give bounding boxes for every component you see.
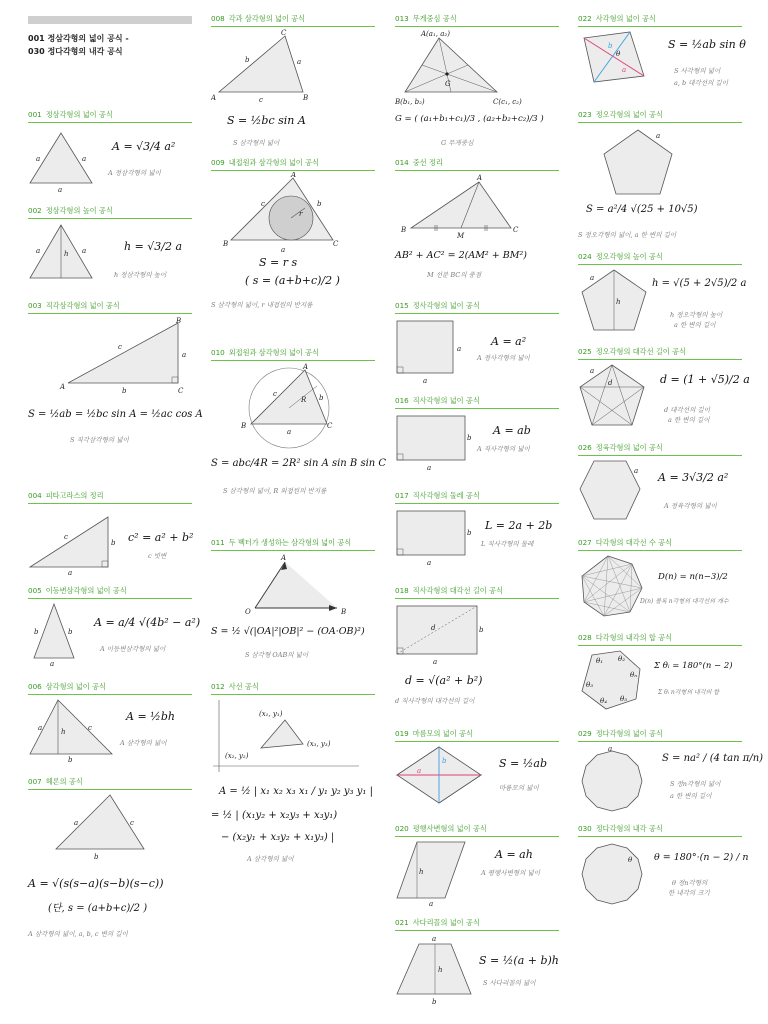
section-006	[28, 682, 192, 772]
equilateral-triangle-figure	[28, 128, 98, 192]
triangle-height-figure	[28, 696, 118, 762]
section-title: 정오각형의 높이 공식	[595, 252, 663, 261]
section-title: 사선 공식	[228, 682, 259, 691]
page-title-line1: 001 정삼각형의 넓이 공식 -	[28, 34, 129, 43]
caption-2: a 한 변의 길이	[670, 792, 712, 800]
section-title: 정오각형의 대각선 길이 공식	[595, 347, 686, 356]
svg-text:a: a	[457, 345, 462, 353]
section-title: 정다각형의 내각 공식	[595, 824, 663, 833]
formula: S = abc/4R = 2R² sin A sin B sin C	[211, 458, 387, 469]
section-title: 헤론의 공식	[45, 777, 83, 786]
svg-text:θ: θ	[628, 856, 633, 864]
caption: S 정오각형의 넓이, a 한 변의 길이	[578, 231, 677, 239]
svg-text:a: a	[417, 767, 422, 775]
caption: S 삼각형 OAB의 넓이	[245, 651, 309, 659]
svg-text:c: c	[64, 533, 68, 541]
section-020	[395, 824, 559, 914]
section-number: 016	[395, 396, 409, 405]
formula: Σ θᵢ = 180°(n − 2)	[654, 661, 733, 671]
svg-text:R: R	[301, 396, 307, 404]
section-number: 030	[578, 824, 592, 833]
caption: A 정삼각형의 넓이	[108, 169, 161, 177]
section-007	[28, 777, 192, 947]
section-013	[395, 14, 559, 154]
caption-2: a 한 변의 길이	[668, 416, 710, 424]
svg-text:a: a	[429, 900, 434, 906]
median-theorem-figure	[401, 172, 531, 238]
svg-text:a: a	[423, 377, 428, 383]
section-title: 중선 정리	[412, 158, 443, 167]
caption: S 삼각형의 넓이, R 외접원의 반지름	[223, 487, 327, 495]
formula: d = √(a² + b²)	[405, 674, 483, 687]
section-title: 삼각형의 넓이 공식	[45, 682, 106, 691]
svg-text:h: h	[616, 298, 621, 306]
section-017	[395, 491, 559, 581]
svg-text:d: d	[608, 379, 613, 387]
section-number: 018	[395, 586, 409, 595]
svg-text:r: r	[299, 210, 303, 218]
section-title: 직사각형의 대각선 길이 공식	[412, 586, 503, 595]
section-title: 다각형의 대각선 수 공식	[595, 538, 673, 547]
interior-angles-figure	[578, 647, 650, 713]
caption: A 삼각형의 넓이, a, b, c 변의 길이	[28, 930, 128, 938]
formula: A = ½ | x₁ x₂ x₃ x₁ / y₁ y₂ y₃ y₁ |	[219, 786, 373, 797]
caption: 마름모의 넓이	[499, 784, 539, 792]
caption: A 평행사변형의 넓이	[481, 869, 541, 877]
svg-text:b: b	[68, 756, 73, 762]
section-024	[578, 252, 747, 342]
caption: d 대각선의 길이	[664, 406, 710, 414]
formula: A = ab	[493, 424, 531, 437]
caption: A 정사각형의 넓이	[477, 354, 530, 362]
section-title: 각과 삼각형의 넓이 공식	[228, 14, 306, 23]
header-bar	[28, 16, 192, 24]
caption: A 삼각형의 넓이	[247, 855, 294, 863]
section-001	[28, 110, 192, 200]
svg-text:c: c	[88, 724, 92, 732]
svg-text:a: a	[36, 247, 41, 255]
section-title: 정육각형의 넓이 공식	[595, 443, 663, 452]
svg-text:a: a	[36, 155, 41, 163]
section-002	[28, 206, 192, 296]
section-number: 022	[578, 14, 592, 23]
svg-text:B: B	[241, 422, 247, 430]
svg-text:c: c	[261, 200, 265, 208]
svg-text:a: a	[287, 428, 292, 436]
formula-line2: = ½ | (x₁y₂ + x₂y₃ + x₃y₁)	[211, 810, 338, 821]
formula: S = ½ab	[499, 757, 548, 770]
section-title: 피타고라스의 정리	[45, 491, 104, 500]
quadrilateral-figure	[578, 28, 658, 88]
caption-2: a 한 변의 길이	[674, 321, 716, 329]
section-014	[395, 158, 559, 288]
caption: A 삼각형의 넓이	[120, 739, 167, 747]
svg-text:A: A	[211, 94, 217, 102]
svg-text:b: b	[608, 42, 613, 50]
formula: A = a/4 √(4b² − a²)	[94, 616, 201, 629]
svg-text:C: C	[178, 387, 184, 395]
svg-text:a: a	[622, 66, 627, 74]
section-number: 027	[578, 538, 592, 547]
caption-2: 한 내각의 크기	[668, 889, 710, 897]
svg-text:h: h	[438, 966, 443, 974]
svg-text:a: a	[590, 274, 595, 282]
svg-text:b: b	[432, 998, 437, 1006]
svg-text:A: A	[303, 363, 309, 371]
hexagon-figure	[578, 457, 648, 527]
formula: S = a²/4 √(25 + 10√5)	[586, 204, 698, 215]
section-title: 외접원과 삼각형의 넓이 공식	[228, 348, 319, 357]
section-title: 직사각형의 둘레 공식	[412, 491, 480, 500]
regular-polygon-area-figure	[578, 743, 648, 813]
svg-text:b: b	[467, 434, 472, 442]
formula: A = a²	[491, 335, 527, 348]
svg-text:d: d	[431, 624, 436, 632]
section-number: 028	[578, 633, 592, 642]
section-number: 004	[28, 491, 42, 500]
square-figure	[395, 317, 471, 383]
svg-text:b: b	[245, 56, 250, 64]
svg-text:b: b	[111, 539, 116, 547]
formula: S = ½ab = ½bc sin A = ½ac cos A	[28, 409, 203, 420]
section-number: 029	[578, 729, 592, 738]
section-012	[211, 682, 375, 882]
caption: M 선분 BC의 중점	[427, 271, 482, 279]
svg-text:b: b	[68, 628, 73, 636]
svg-text:A: A	[281, 554, 287, 562]
svg-text:a: a	[50, 660, 55, 666]
section-008	[211, 14, 375, 154]
pentagon-height-figure	[578, 266, 654, 338]
section-number: 003	[28, 301, 42, 310]
section-022	[578, 14, 746, 104]
svg-text:h: h	[419, 868, 424, 876]
section-title: 사각형의 넓이 공식	[595, 14, 656, 23]
rectangle-perimeter-figure	[395, 505, 475, 569]
section-015	[395, 301, 559, 391]
section-title: 정다각형의 넓이 공식	[595, 729, 663, 738]
section-title: 정사각형의 넓이 공식	[412, 301, 480, 310]
section-number: 015	[395, 301, 409, 310]
section-title: 평행사변형의 넓이 공식	[412, 824, 487, 833]
section-title: 직각삼각형의 넓이 공식	[45, 301, 120, 310]
caption: A 직사각형의 넓이	[477, 445, 530, 453]
section-028	[578, 633, 742, 723]
caption: S 삼각형의 넓이, r 내접원의 반지름	[211, 301, 313, 309]
svg-text:b: b	[317, 200, 322, 208]
regular-polygon-angle-figure	[578, 838, 648, 908]
formula: AB² + AC² = 2(AM² + BM²)	[395, 250, 527, 261]
section-title: 직사각형의 넓이 공식	[412, 396, 480, 405]
svg-text:a: a	[182, 351, 187, 359]
formula: S = ½(a + b)h	[479, 954, 559, 967]
caption: h 정삼각형의 높이	[114, 271, 167, 279]
svg-text:h: h	[64, 250, 69, 258]
circumcircle-triangle-figure	[241, 362, 341, 452]
svg-text:θ₁: θ₁	[596, 657, 604, 665]
page-title	[28, 32, 129, 58]
section-019	[395, 729, 559, 819]
formula: θ = 180°·(n − 2) / n	[654, 852, 749, 863]
section-title: 이등변삼각형의 넓이 공식	[45, 586, 127, 595]
formula: h = √(5 + 2√5)/2 a	[652, 278, 747, 289]
svg-text:a: a	[281, 246, 286, 252]
svg-text:B(b₁, b₂): B(b₁, b₂)	[395, 98, 425, 106]
formula: S = r s	[259, 256, 298, 269]
svg-text:B: B	[303, 94, 309, 102]
svg-text:b: b	[319, 394, 324, 402]
formula-note: (단, s = (a+b+c)/2 )	[48, 903, 148, 914]
caption: L 직사각형의 둘레	[481, 540, 534, 548]
section-029	[578, 729, 764, 819]
caption: Σ θᵢ n각형의 내각의 합	[658, 689, 720, 696]
section-number: 008	[211, 14, 225, 23]
section-003	[28, 301, 203, 461]
section-number: 017	[395, 491, 409, 500]
svg-text:(x₁, y₁): (x₁, y₁)	[259, 710, 283, 718]
svg-text:θ₅: θ₅	[620, 695, 628, 703]
svg-text:C(c₁, c₂): C(c₁, c₂)	[493, 98, 522, 106]
section-number: 014	[395, 158, 409, 167]
formula-note: ( s = (a+b+c)/2 )	[245, 274, 340, 287]
section-number: 005	[28, 586, 42, 595]
svg-text:θₙ: θₙ	[630, 671, 638, 679]
formula: S = ½bc sin A	[227, 114, 306, 127]
right-triangle-figure	[58, 315, 188, 395]
caption: S 정n각형의 넓이	[670, 780, 721, 788]
section-026	[578, 443, 742, 533]
caption: S 삼각형의 넓이	[233, 139, 280, 147]
section-011	[211, 538, 375, 678]
rectangle-diagonal-figure	[395, 600, 495, 670]
svg-text:A: A	[291, 172, 297, 179]
svg-text:A: A	[477, 174, 483, 182]
caption: D(n) 볼록 n각형의 대각선의 개수	[640, 598, 729, 605]
svg-text:(x₃, y₃): (x₃, y₃)	[307, 740, 331, 748]
svg-text:a: a	[656, 132, 661, 140]
svg-text:a: a	[608, 745, 613, 753]
svg-text:B: B	[341, 608, 347, 616]
formula: A = √(s(s−a)(s−b)(s−c))	[28, 877, 164, 890]
pythagoras-figure	[28, 505, 128, 575]
svg-text:b: b	[94, 853, 99, 861]
trapezoid-figure	[395, 932, 475, 1006]
svg-text:θ₄: θ₄	[600, 697, 608, 705]
svg-text:C: C	[281, 29, 287, 37]
isosceles-triangle-figure	[28, 600, 88, 666]
svg-text:a: a	[432, 935, 437, 943]
section-number: 026	[578, 443, 592, 452]
formula: S = ½ab sin θ	[668, 38, 746, 51]
svg-text:b: b	[467, 529, 472, 537]
svg-text:c: c	[259, 96, 263, 104]
svg-text:c: c	[130, 819, 134, 827]
section-title: 사다리꼴의 넓이 공식	[412, 918, 480, 927]
svg-text:A: A	[60, 383, 66, 391]
pentagon-diagonal-figure	[578, 361, 654, 433]
section-030	[578, 824, 749, 914]
section-010	[211, 348, 387, 528]
svg-text:C: C	[327, 422, 333, 430]
section-021	[395, 918, 559, 1018]
svg-text:C: C	[513, 226, 519, 234]
rectangle-area-figure	[395, 410, 475, 474]
vector-triangle-figure	[241, 552, 351, 616]
formula: L = 2a + 2b	[485, 519, 553, 532]
section-018	[395, 586, 559, 716]
svg-text:θ₂: θ₂	[618, 655, 626, 663]
svg-text:A(a₁, a₂): A(a₁, a₂)	[421, 30, 450, 38]
section-number: 010	[211, 348, 225, 357]
angle-triangle-figure	[211, 28, 321, 108]
svg-text:b: b	[442, 757, 447, 765]
caption: d 직사각형의 대각선의 길이	[395, 697, 475, 705]
svg-text:a: a	[68, 569, 73, 575]
section-number: 013	[395, 14, 409, 23]
svg-text:G: G	[445, 80, 451, 88]
formula: S = na² / (4 tan π/n)	[662, 753, 764, 764]
coordinate-triangle-figure	[211, 696, 361, 776]
section-title: 다각형의 내각의 합 공식	[595, 633, 673, 642]
svg-text:c: c	[118, 343, 122, 351]
section-title: 내접원과 삼각형의 넓이 공식	[228, 158, 319, 167]
caption-2: a, b 대각선의 길이	[674, 79, 728, 87]
caption: A 정육각형의 넓이	[664, 502, 717, 510]
caption: h 정오각형의 높이	[670, 311, 723, 319]
formula: c² = a² + b²	[128, 531, 194, 544]
caption: S 사다리꼴의 넓이	[483, 979, 536, 987]
incircle-triangle-figure	[221, 172, 341, 252]
section-004	[28, 491, 192, 581]
svg-text:a: a	[427, 559, 432, 567]
section-title: 마름모의 넓이 공식	[412, 729, 473, 738]
rhombus-figure	[395, 743, 495, 811]
caption: θ 정n각형의	[672, 879, 708, 887]
svg-text:a: a	[297, 58, 302, 66]
pentagon-area-figure	[598, 124, 688, 200]
formula: d = (1 + √5)/2 a	[660, 373, 750, 386]
svg-text:C: C	[333, 240, 339, 248]
svg-text:a: a	[74, 819, 79, 827]
svg-text:a: a	[427, 464, 432, 472]
svg-text:a: a	[590, 367, 595, 375]
formula: A = 3√3/2 a²	[658, 471, 729, 484]
page-title-line2: 030 정다각형의 내각 공식	[28, 47, 123, 56]
section-title: 정삼각형의 높이 공식	[45, 206, 113, 215]
caption: S 직각삼각형의 넓이	[70, 436, 129, 444]
section-005	[28, 586, 201, 676]
section-number: 009	[211, 158, 225, 167]
formula: D(n) = n(n−3)/2	[658, 572, 728, 582]
svg-text:B: B	[401, 226, 407, 234]
section-025	[578, 347, 750, 437]
section-027	[578, 538, 742, 628]
caption: G 무게중심	[441, 139, 474, 147]
caption: c 빗변	[148, 552, 167, 560]
section-009	[211, 158, 375, 338]
svg-text:b: b	[479, 626, 484, 634]
section-number: 020	[395, 824, 409, 833]
section-number: 024	[578, 252, 592, 261]
svg-text:b: b	[34, 628, 39, 636]
formula: A = √3/4 a²	[112, 140, 176, 153]
svg-text:a: a	[82, 247, 87, 255]
section-title: 두 벡터가 생성하는 삼각형의 넓이 공식	[228, 538, 352, 547]
section-number: 011	[211, 538, 225, 547]
section-number: 021	[395, 918, 409, 927]
section-title: 정오각형의 넓이 공식	[595, 110, 663, 119]
svg-text:B: B	[176, 317, 182, 325]
parallelogram-figure	[395, 838, 475, 906]
heron-triangle-figure	[48, 791, 158, 861]
section-number: 012	[211, 682, 225, 691]
polygon-diagonals-figure	[578, 552, 648, 622]
section-title: 무게중심 공식	[412, 14, 457, 23]
formula: G = ( (a₁+b₁+c₁)/3 , (a₂+b₂+c₂)/3 )	[395, 114, 544, 124]
equilateral-height-figure	[28, 220, 98, 284]
svg-text:a: a	[433, 658, 438, 666]
svg-text:(x₂, y₂): (x₂, y₂)	[225, 752, 249, 760]
svg-text:a: a	[58, 186, 63, 192]
section-number: 001	[28, 110, 42, 119]
section-number: 002	[28, 206, 42, 215]
svg-text:a: a	[634, 467, 639, 475]
section-number: 007	[28, 777, 42, 786]
section-number: 025	[578, 347, 592, 356]
section-number: 019	[395, 729, 409, 738]
svg-text:O: O	[245, 608, 251, 616]
section-title: 정삼각형의 넓이 공식	[45, 110, 113, 119]
formula: A = ½bh	[126, 710, 175, 723]
svg-text:B: B	[223, 240, 229, 248]
section-016	[395, 396, 559, 486]
formula: S = ½ √(|OA|²|OB|² − (OA·OB)²)	[211, 626, 365, 637]
svg-text:h: h	[61, 728, 66, 736]
svg-text:a: a	[38, 724, 43, 732]
section-number: 023	[578, 110, 592, 119]
centroid-figure	[395, 28, 535, 108]
svg-text:a: a	[82, 155, 87, 163]
svg-text:b: b	[122, 387, 127, 395]
caption: A 이등변삼각형의 넓이	[100, 645, 166, 653]
svg-text:c: c	[273, 390, 277, 398]
formula: A = ah	[495, 848, 533, 861]
formula: h = √3/2 a	[124, 240, 183, 253]
caption: S 사각형의 넓이	[674, 67, 721, 75]
svg-text:M: M	[457, 232, 465, 238]
section-023	[578, 110, 742, 250]
svg-text:θ: θ	[616, 50, 621, 58]
section-number: 006	[28, 682, 42, 691]
formula-line3: − (x₂y₁ + x₃y₂ + x₁y₃) |	[221, 832, 335, 843]
svg-text:θ₃: θ₃	[586, 681, 594, 689]
